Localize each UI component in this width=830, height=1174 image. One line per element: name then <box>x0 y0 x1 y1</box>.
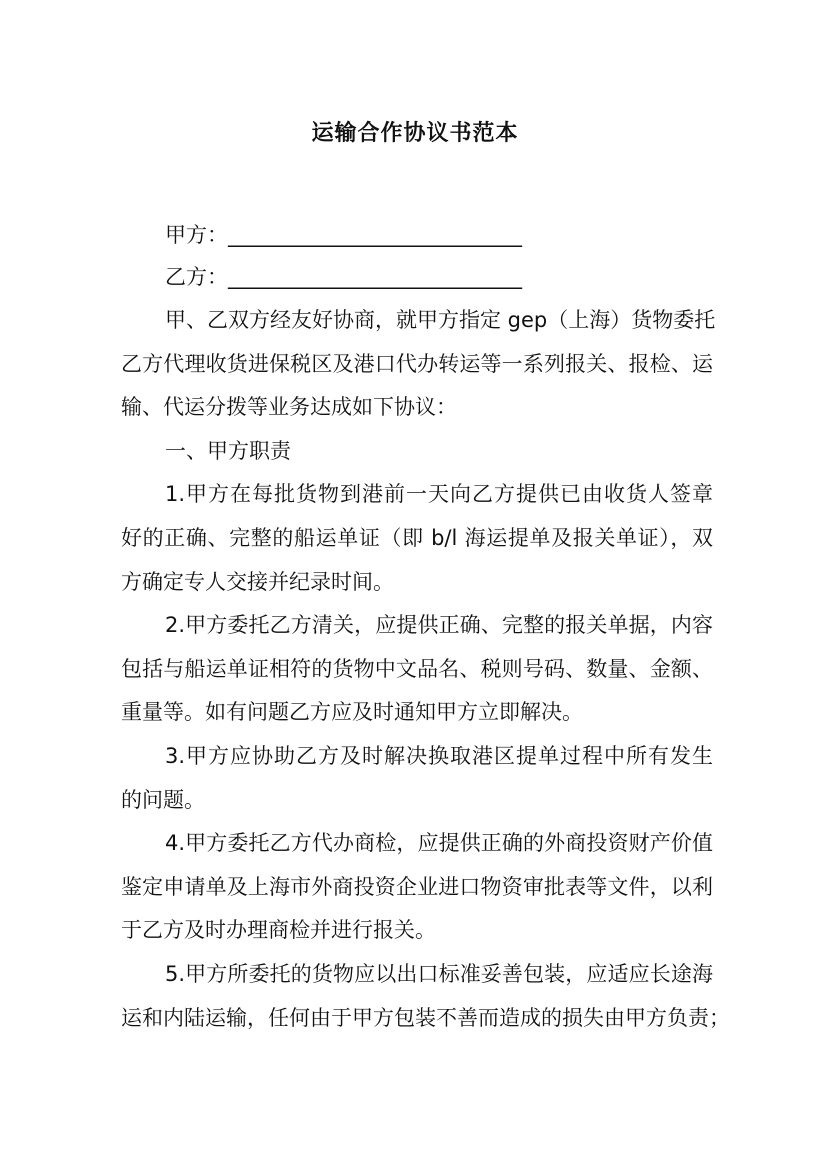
paragraph-6-line-0: 5.甲方所委托的货物应以出口标准妥善包装，应适应长途海 <box>165 962 713 986</box>
document-title: 运输合作协议书范本 <box>311 121 519 146</box>
paragraph-4-line-1: 的问题。 <box>121 788 205 812</box>
paragraph-3-line-2: 重量等。如有问题乙方应及时通知甲方立即解决。 <box>121 700 583 724</box>
paragraph-5-line-0: 4.甲方委托乙方代办商检，应提供正确的外商投资财产价值 <box>165 831 713 855</box>
party-a-line: 甲方：____________________________ <box>165 223 522 247</box>
paragraph-6-line-1: 运和内陆运输，任何由于甲方包装不善而造成的损失由甲方负责； <box>121 1006 730 1030</box>
paragraph-4-line-0: 3.甲方应协助乙方及时解决换取港区提单过程中所有发生 <box>165 744 713 768</box>
paragraph-5-line-1: 鉴定申请单及上海市外商投资企业进口物资审批表等文件，以利 <box>121 875 713 899</box>
paragraph-3-line-1: 包括与船运单证相符的货物中文品名、税则号码、数量、金额、 <box>121 657 713 681</box>
paragraph-5-line-2: 于乙方及时办理商检并进行报关。 <box>121 918 436 942</box>
paragraph-1-line-0: 一、甲方职责 <box>165 439 291 463</box>
paragraph-0-line-1: 乙方代理收货进保税区及港口代办转运等一系列报关、报检、运 <box>121 352 713 376</box>
paragraph-2-line-0: 1.甲方在每批货物到港前一天向乙方提供已由收货人签章 <box>165 482 713 506</box>
party-b-line: 乙方：____________________________ <box>165 265 522 289</box>
paragraph-2-line-1: 好的正确、完整的船运单证（即 b/l 海运提单及报关单证），双 <box>121 526 713 550</box>
paragraph-0-line-2: 输、代运分拨等业务达成如下协议： <box>121 395 457 419</box>
paragraph-3-line-0: 2.甲方委托乙方清关，应提供正确、完整的报关单据，内容 <box>165 613 713 637</box>
paragraph-2-line-2: 方确定专人交接并纪录时间。 <box>121 570 394 594</box>
paragraph-0-line-0: 甲、乙双方经友好协商，就甲方指定 gep（上海）货物委托 <box>165 308 716 332</box>
